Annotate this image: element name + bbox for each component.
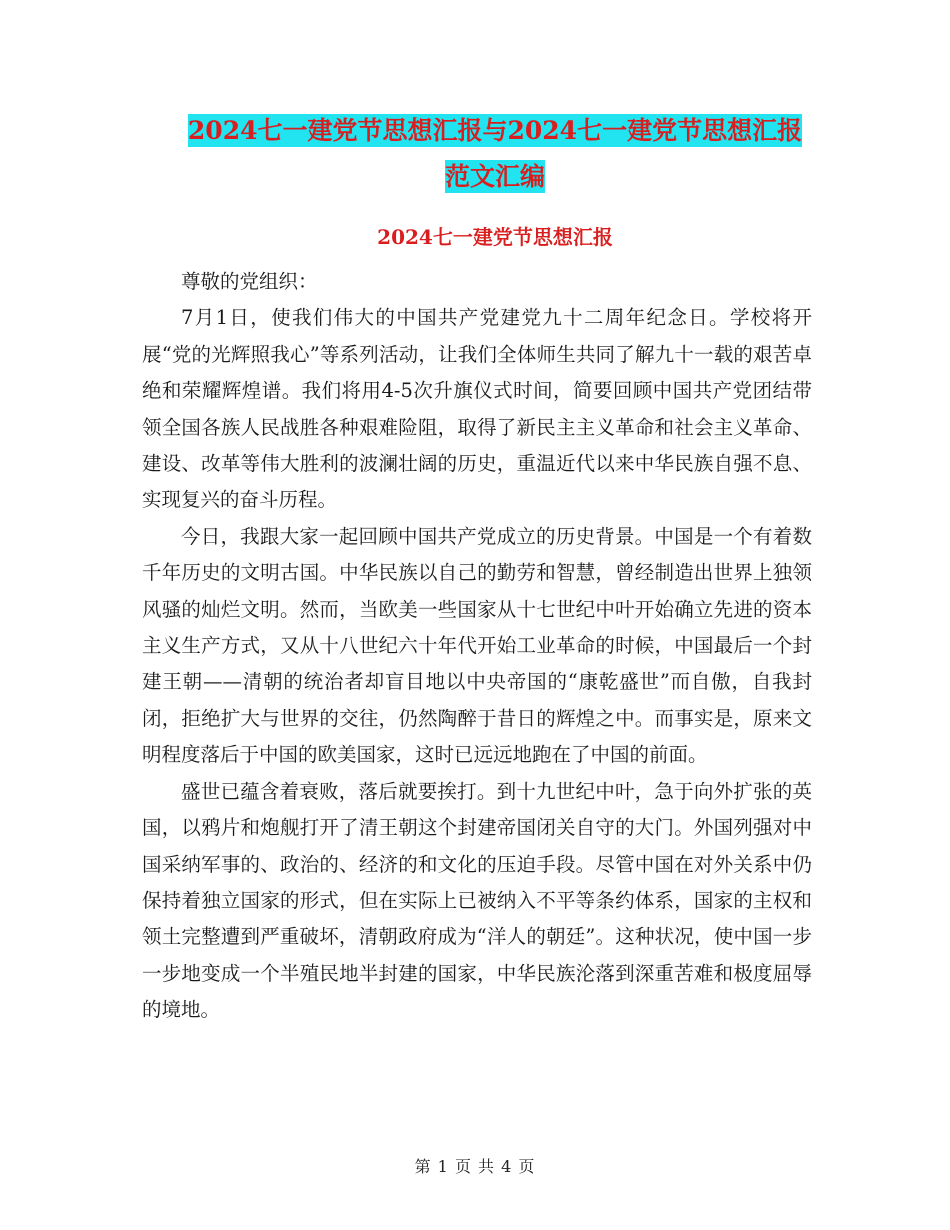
document-title: [140, 108, 850, 200]
page-footer: 第 1 页 共 4 页: [414, 1157, 536, 1176]
paragraph-3: 盛世已蕴含着衰败，落后就要挨打。到十九世纪中叶，急于向外扩张的英国，以鸦片和炮舰打开了清王朝这个封建帝国闭关自守的大门。外国列强对中国采纳军事的、政治的、经济的和文化的压迫手段。尽管中国在对外关系中仍保持着独立国家的形式，但在实际上已被纳入不平等条约体系，国家的主权和领土完整遭到严重破坏，清朝政府成为“洋人的朝廷”。这种状况，使中国一步一步地变成一个半殖民地半封建的国家，中华民族沦落到深重苦难和极度屈辱的境地。: [142, 779, 812, 1022]
paragraph-2: 今日，我跟大家一起回顾中国共产党成立的历史背景。中国是一个有着数千年历史的文明古国。中华民族以自己的勤劳和智慧，曾经制造出世界上独领风骚的灿烂文明。然而，当欧美一些国家从十七世纪中叶开始确立先进的资本主义生产方式，又从十八世纪六十年代开始工业革命的时候，中国最后一个封建王朝——清朝的统治者却盲目地以中央帝国的“康乾盛世”而自傲，自我封闭，拒绝扩大与世界的交往，仍然陶醉于昔日的辉煌之中。而事实是，原来文明程度落后于中国的欧美国家，这时已远远地跑在了中国的前面。: [142, 524, 812, 767]
title-line-2: 范文汇编: [444, 162, 545, 191]
paragraph-1: 7月1日，使我们伟大的中国共产党建党九十二周年纪念日。学校将开展“党的光辉照我心”等系列活动，让我们全体师生共同了解九十一载的艰苦卓绝和荣耀辉煌谱。我们将用4-5次升旗仪式时间，简要回顾中国共产党团结带领全国各族人民战胜各种艰难险阻，取得了新民主主义革命和社会主义革命、建设、改革等伟大胜利的波澜壮阔的历史，重温近代以来中华民族自强不息、实现复兴的奋斗历程。: [142, 306, 812, 512]
title-line-1: 2024七一建党节思想汇报与2024七一建党节思想汇报: [187, 116, 803, 145]
section-title: 2024七一建党节思想汇报: [377, 225, 613, 249]
document-body: [142, 264, 812, 1029]
salutation: 尊敬的党组织：: [181, 270, 318, 293]
